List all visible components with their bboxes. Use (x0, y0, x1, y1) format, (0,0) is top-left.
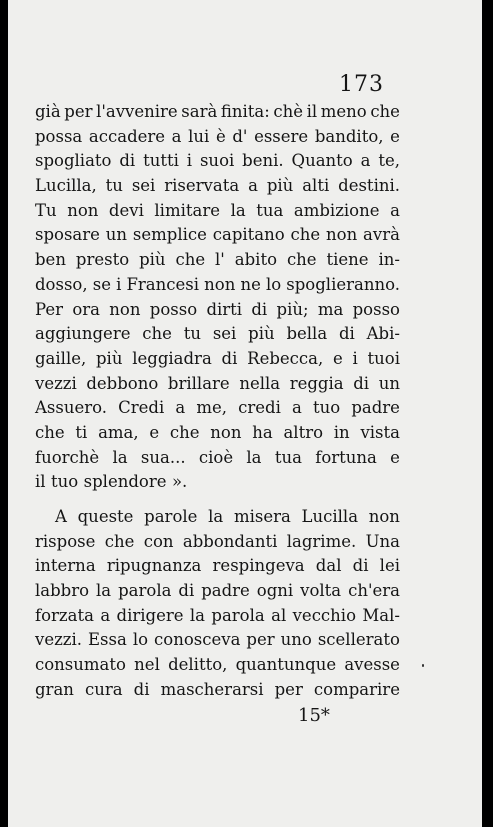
word: in- (378, 250, 400, 270)
word: posso (352, 299, 400, 319)
word: dirti (206, 299, 243, 319)
word: ti (75, 422, 88, 442)
word: fuorchè (35, 447, 100, 467)
word: ch'era (348, 581, 400, 601)
book-page (8, 0, 482, 827)
text-line (35, 199, 400, 224)
word: splendore (83, 472, 167, 492)
word: tua (256, 200, 284, 220)
word: ha (252, 422, 273, 442)
word: gran (35, 679, 74, 699)
text-line (35, 505, 400, 530)
word: tutti (143, 151, 179, 171)
word: ma (317, 299, 344, 319)
word: avrà (363, 225, 400, 245)
word: Assuero. (35, 398, 108, 418)
word: è (215, 126, 226, 146)
word: vezzi (35, 373, 77, 393)
text-line (35, 347, 400, 372)
word: più (96, 348, 123, 368)
word: leggiadra (132, 348, 212, 368)
paper-speck (422, 664, 424, 667)
word: tua (274, 447, 302, 467)
text-line (35, 628, 400, 653)
word: con (143, 531, 174, 551)
word: Lucilla, (35, 176, 97, 196)
word: di (353, 373, 370, 393)
word: dosso, (35, 274, 88, 294)
word: suoi (199, 151, 235, 171)
word: che (370, 102, 400, 121)
word: l'avvenire (96, 102, 178, 121)
signature-mark: 15* (298, 705, 330, 726)
word: dal (315, 556, 342, 576)
word: ben (35, 250, 66, 270)
word: Per (35, 299, 64, 319)
word: e (149, 422, 160, 442)
word: ama, (98, 422, 139, 442)
word: misera (233, 507, 291, 526)
word: avesse (344, 655, 400, 675)
word: devi (108, 200, 144, 220)
word: destini. (338, 176, 400, 196)
word: di (338, 324, 355, 344)
word: mascherarsi (160, 679, 264, 699)
word: gaille, (35, 348, 87, 368)
text-line (35, 446, 400, 471)
word: accadere (88, 126, 166, 146)
word: te, (378, 151, 400, 171)
word: i (116, 274, 122, 294)
word: non (67, 200, 99, 220)
word: Essa (88, 630, 127, 650)
word: reggia (289, 373, 344, 393)
word: un (378, 373, 400, 393)
word: bandito, (314, 126, 384, 146)
text-line (35, 298, 400, 323)
text-line (35, 149, 400, 174)
word: conosceva (154, 630, 241, 650)
word: per (274, 679, 303, 699)
word: tu (183, 324, 202, 344)
word: parola (118, 581, 172, 601)
word: già (35, 102, 61, 121)
paragraph-2 (35, 505, 400, 703)
word: lei (379, 556, 400, 576)
word: essere (254, 126, 309, 146)
word: uno (280, 630, 312, 650)
text-line (35, 273, 400, 298)
word: padre (351, 398, 400, 418)
word: dirigere (116, 605, 184, 625)
page-number: 173 (339, 72, 384, 97)
word: non (109, 299, 141, 319)
text-line (35, 174, 400, 199)
text-line (35, 530, 400, 555)
word: sposare (35, 225, 100, 245)
word: labbro (35, 581, 90, 601)
word: tuo (312, 398, 341, 418)
word: d' (232, 126, 248, 146)
word: per (246, 630, 275, 650)
word: nella (239, 373, 281, 393)
word: di (119, 151, 136, 171)
word: i (352, 348, 358, 368)
word: a (292, 398, 302, 418)
word: fortuna (315, 447, 377, 467)
word: capitano (212, 225, 285, 245)
word: a (360, 151, 371, 171)
word: parole (144, 507, 198, 526)
word: delitto, (168, 655, 228, 675)
word: A (55, 507, 67, 526)
text-line (35, 248, 400, 273)
word: che (142, 324, 172, 344)
word: di (251, 299, 268, 319)
word: ora (72, 299, 100, 319)
word: abito (234, 250, 278, 270)
word: e (390, 447, 400, 467)
paragraph-1 (35, 100, 400, 495)
word: la (112, 447, 128, 467)
word: ambizione (293, 200, 380, 220)
word: volta (300, 581, 342, 601)
word: nel (134, 655, 160, 675)
text-line (35, 396, 400, 421)
word: beni. (242, 151, 284, 171)
word: l' (215, 250, 225, 270)
word: presto (75, 250, 130, 270)
word: Una (365, 531, 400, 551)
word: il (306, 102, 318, 121)
word: vezzi. (35, 630, 82, 650)
word: per (64, 102, 93, 121)
word: a (100, 605, 111, 625)
word: lui (188, 126, 210, 146)
word: finita: (220, 102, 270, 121)
word: tu (105, 176, 123, 196)
word: interna (35, 556, 96, 576)
word: e (332, 348, 343, 368)
word: di (178, 581, 195, 601)
word: Abi- (366, 324, 400, 344)
word: chè (273, 102, 304, 121)
word: bella (286, 324, 328, 344)
word: che (290, 225, 321, 245)
word: ogni (256, 581, 294, 601)
word: credi (238, 398, 281, 418)
word: queste (77, 507, 134, 526)
word: Quanto (291, 151, 353, 171)
word: limitare (154, 200, 221, 220)
word: di (221, 348, 238, 368)
word: la (208, 507, 224, 526)
word: se (92, 274, 111, 294)
word: tiene (326, 250, 369, 270)
text-line (35, 322, 400, 347)
word: tuoi (367, 348, 400, 368)
word: riservata (164, 176, 240, 196)
word: più (139, 250, 166, 270)
word: comparire (313, 679, 400, 699)
paragraph-gap (35, 495, 400, 505)
word: alti (302, 176, 330, 196)
word: cioè (198, 447, 234, 467)
text-line (35, 579, 400, 604)
word: ne (240, 274, 261, 294)
word: lo (132, 630, 149, 650)
word: debbono (86, 373, 159, 393)
word: di (133, 679, 150, 699)
word: che (104, 531, 135, 551)
word: semplice (132, 225, 207, 245)
word: e (390, 126, 400, 146)
text-line (35, 100, 400, 125)
word: il (35, 472, 46, 492)
word: più; (276, 299, 309, 319)
word: a (171, 126, 182, 146)
word: brillare (167, 373, 230, 393)
word: a (248, 176, 258, 196)
word: possa (35, 126, 83, 146)
word: parola (211, 605, 265, 625)
word: i (186, 151, 193, 171)
word: che (35, 422, 65, 442)
word: sei (212, 324, 237, 344)
text-line (35, 604, 400, 629)
word: un (105, 225, 128, 245)
word: meno (320, 102, 367, 121)
word: vista (360, 422, 400, 442)
word: altro (283, 422, 324, 442)
word: non (368, 507, 400, 526)
word: lagrime. (286, 531, 357, 551)
word: scellerato (317, 630, 400, 650)
word: la (246, 447, 262, 467)
word: respingeva (212, 556, 305, 576)
word: più (248, 324, 275, 344)
word: spogliato (35, 151, 112, 171)
word: aggiungere (35, 324, 131, 344)
word: al (271, 605, 287, 625)
word: di (352, 556, 369, 576)
word: Lucilla (301, 507, 359, 526)
word: lo (265, 274, 282, 294)
word: Francesi (126, 274, 200, 294)
text-line (35, 653, 400, 678)
text-line (35, 372, 400, 397)
word: Rebecca, (247, 348, 324, 368)
text-line (35, 554, 400, 579)
word: più (266, 176, 294, 196)
word: ». (171, 472, 188, 492)
word: spoglieranno. (286, 274, 400, 294)
word: cura (85, 679, 123, 699)
word: posso (149, 299, 198, 319)
word: sarà (181, 102, 218, 121)
word: padre (201, 581, 250, 601)
word: forzata (35, 605, 94, 625)
word: la (189, 605, 206, 625)
text-line (35, 678, 400, 703)
word: la (96, 581, 112, 601)
word: a (390, 200, 400, 220)
word: rispose (35, 531, 96, 551)
word: abbondanti (182, 531, 278, 551)
word: tuo (51, 472, 79, 492)
body-text (35, 100, 400, 703)
word: Tu (35, 200, 57, 220)
word: non (204, 274, 236, 294)
text-line (35, 125, 400, 150)
word: Credi (118, 398, 165, 418)
word: a (175, 398, 186, 418)
word: consumato (35, 655, 126, 675)
word: quantunque (235, 655, 337, 675)
word: Mal- (362, 605, 400, 625)
word: in (333, 422, 350, 442)
word: sua... (140, 447, 186, 467)
word: che (175, 250, 206, 270)
word: che (169, 422, 200, 442)
text-line (35, 421, 400, 446)
text-line (35, 223, 400, 248)
word: sei (131, 176, 156, 196)
word: la (230, 200, 246, 220)
word: me, (196, 398, 228, 418)
word: vecchio (292, 605, 357, 625)
word: che (286, 250, 317, 270)
word: ripugnanza (106, 556, 202, 576)
text-line (35, 470, 400, 495)
word: non (326, 225, 358, 245)
word: non (210, 422, 242, 442)
